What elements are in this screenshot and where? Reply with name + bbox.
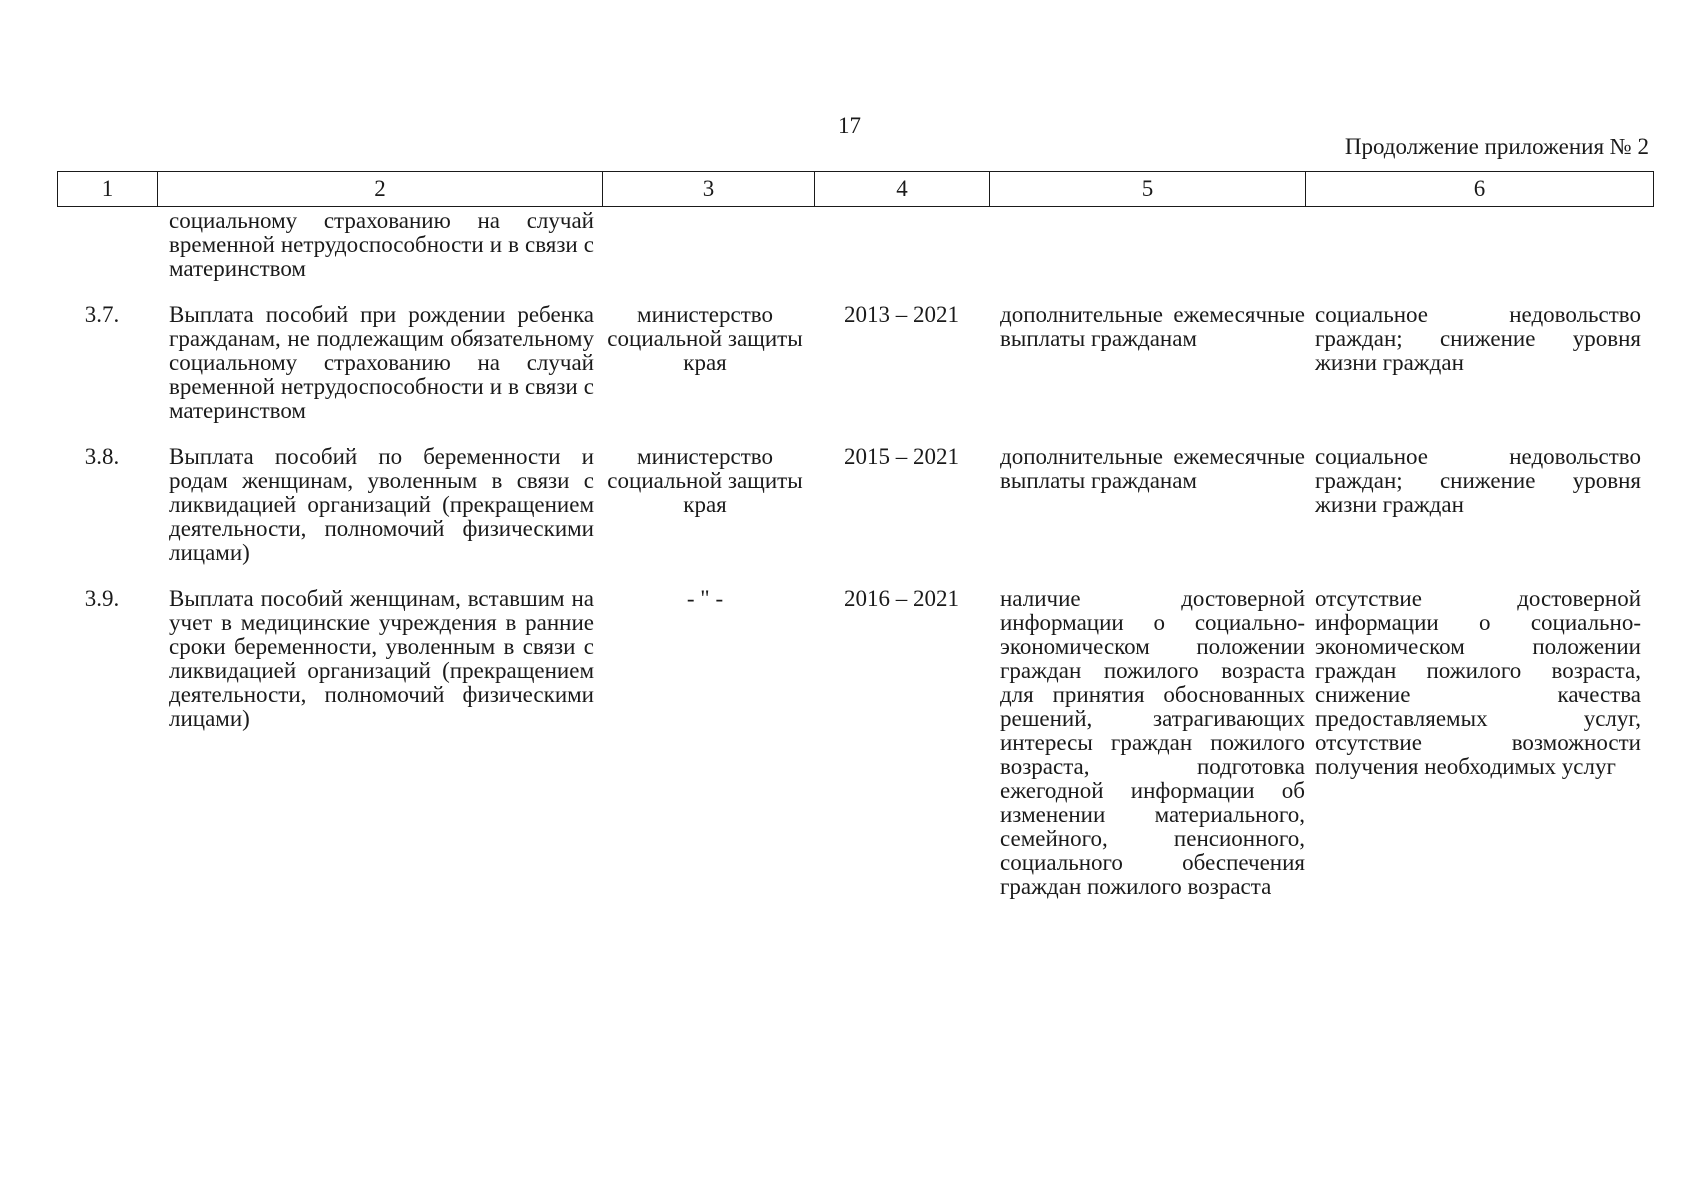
table-row <box>57 587 1653 899</box>
row-number-cell: 3.9. <box>84 586 120 611</box>
executor-cell <box>602 209 814 281</box>
executor-cell: министерство социальной защиты края <box>607 302 803 375</box>
measure-name-cell: Выплата пособий при рождении ребенка гражданам, не подлежащим обязательному социальному страхованию на случай временной нетрудоспособности и в связи с материнством <box>169 302 594 423</box>
result-cell: дополнительные ежемесячные выплаты гражданам <box>1000 444 1305 493</box>
column-header-row <box>58 172 1654 207</box>
row-number-cell: 3.8. <box>84 444 120 469</box>
column-header-2: 2 <box>158 172 603 207</box>
column-header-table <box>57 171 1654 207</box>
table-row <box>57 445 1653 565</box>
table-body <box>57 209 1653 899</box>
appendix-note: Продолжение приложения № 2 <box>1344 134 1649 159</box>
result-cell: наличие достоверной информации о социально-экономическом положении граждан пожилого возраста для принятия обоснованных решений, затрагивающих интересы граждан пожилого возраста, подготовка ежегодной информации об изменении материального, семейного, пенсионного, социального обеспечения граждан пожилого возраста <box>1000 586 1305 899</box>
column-header-5: 5 <box>990 172 1306 207</box>
column-header-4: 4 <box>815 172 990 207</box>
page-number: 17 <box>838 113 861 138</box>
consequence-cell: отсутствие достоверной информации о социально-экономическом положении граждан пожилого возраста, снижение качества предоставляемых услуг, отсутствие возможности получения необходимых услуг <box>1315 586 1641 779</box>
measure-name-cell: социальному страхованию на случай временной нетрудоспособности и в связи с материнством <box>169 208 594 281</box>
column-header-1: 1 <box>58 172 158 207</box>
consequence-cell <box>1305 209 1653 281</box>
period-cell <box>814 209 989 281</box>
executor-cell: - " - <box>686 586 724 611</box>
column-header-6: 6 <box>1306 172 1654 207</box>
period-cell: 2016 – 2021 <box>844 586 959 611</box>
result-cell: дополнительные ежемесячные выплаты гражданам <box>1000 302 1305 351</box>
period-cell: 2013 – 2021 <box>844 302 959 327</box>
measure-name-cell: Выплата пособий по беременности и родам женщинам, уволенным в связи с ликвидацией организаций (прекращением деятельности, полномочий физическими лицами) <box>169 444 594 565</box>
row-number-cell: 3.7. <box>84 302 120 327</box>
row-number-cell <box>57 209 157 281</box>
executor-cell: министерство социальной защиты края <box>607 444 803 517</box>
consequence-cell: социальное недовольство граждан; снижение уровня жизни граждан <box>1315 302 1641 375</box>
consequence-cell: социальное недовольство граждан; снижение уровня жизни граждан <box>1315 444 1641 517</box>
result-cell <box>989 209 1305 281</box>
period-cell: 2015 – 2021 <box>844 444 959 469</box>
table-row <box>57 303 1653 423</box>
measure-name-cell: Выплата пособий женщинам, вставшим на учет в медицинские учреждения в ранние сроки беременности, уволенным в связи с ликвидацией организаций (прекращением деятельности, полномочий физическими лицами) <box>169 586 594 731</box>
column-header-3: 3 <box>603 172 815 207</box>
table-row-continuation <box>57 209 1653 281</box>
